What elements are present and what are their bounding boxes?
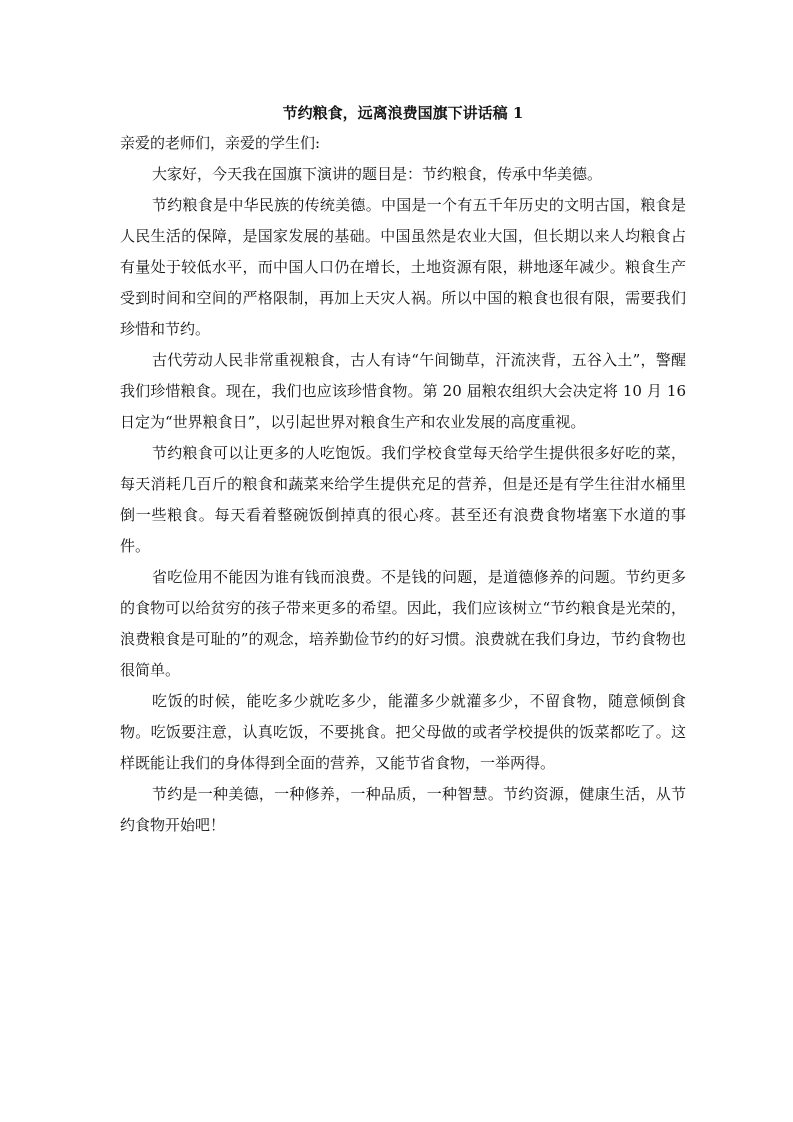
paragraph-eating-habits: 吃饭的时候，能吃多少就吃多少，能灌多少就灌多少，不留食物，随意倾倒食物。吃饭要注意，认真吃饭，不要挑食。把父母做的或者学校提供的饭菜都吃了。这样既能让我们的身体得到全面的营养，又能节省食物，一举两得。: [120, 692, 686, 772]
document-page: [120, 100, 686, 841]
paragraph-tradition: 节约粮食是中华民族的传统美德。中国是一个有五千年历史的文明古国，粮食是人民生活的保障，是国家发展的基础。中国虽然是农业大国，但长期以来人均粮食占有量处于较低水平，而中国人口仍在增长，土地资源有限，耕地逐年减少。粮食生产受到时间和空间的严格限制，再加上天灾人祸。所以中国的粮食也很有限，需要我们珍惜和节约。: [120, 196, 686, 338]
salutation: 亲爱的老师们，亲爱的学生们:: [120, 134, 321, 152]
paragraph-greeting: 大家好，今天我在国旗下演讲的题目是：节约粮食，传承中华美德。: [152, 165, 603, 183]
paragraph-school-canteen: 节约粮食可以让更多的人吃饱饭。我们学校食堂每天给学生提供很多好吃的菜，每天消耗几百斤的粮食和蔬菜来给学生提供充足的营养，但是还是有学生往泔水桶里倒一些粮食。每天看着整碗饭倒掉真的很心疼。甚至还有浪费食物堵塞下水道的事件。: [120, 444, 686, 555]
paragraph-conclusion: 节约是一种美德，一种修养，一种品质，一种智慧。节约资源，健康生活，从节约食物开始吧！: [120, 785, 686, 834]
paragraph-morality: 省吃俭用不能因为谁有钱而浪费。不是钱的问题，是道德修养的问题。节约更多的食物可以给贫穷的孩子带来更多的希望。因此，我们应该树立“节约粮食是光荣的，浪费粮食是可耻的”的观念，培养勤俭节约的好习惯。浪费就在我们身边，节约食物也很简单。: [120, 568, 686, 679]
document-title: 节约粮食，远离浪费国旗下讲话稿 1: [282, 104, 524, 122]
paragraph-ancient-poem: 古代劳动人民非常重视粮食，古人有诗“午间锄草，汗流浃背，五谷入土”，警醒我们珍惜粮食。现在，我们也应该珍惜食物。第 20 届粮农组织大会决定将 10 月 16 日定为“世界粮食日”，以引起世界对粮食生产和农业发展的高度重视。: [120, 351, 686, 431]
